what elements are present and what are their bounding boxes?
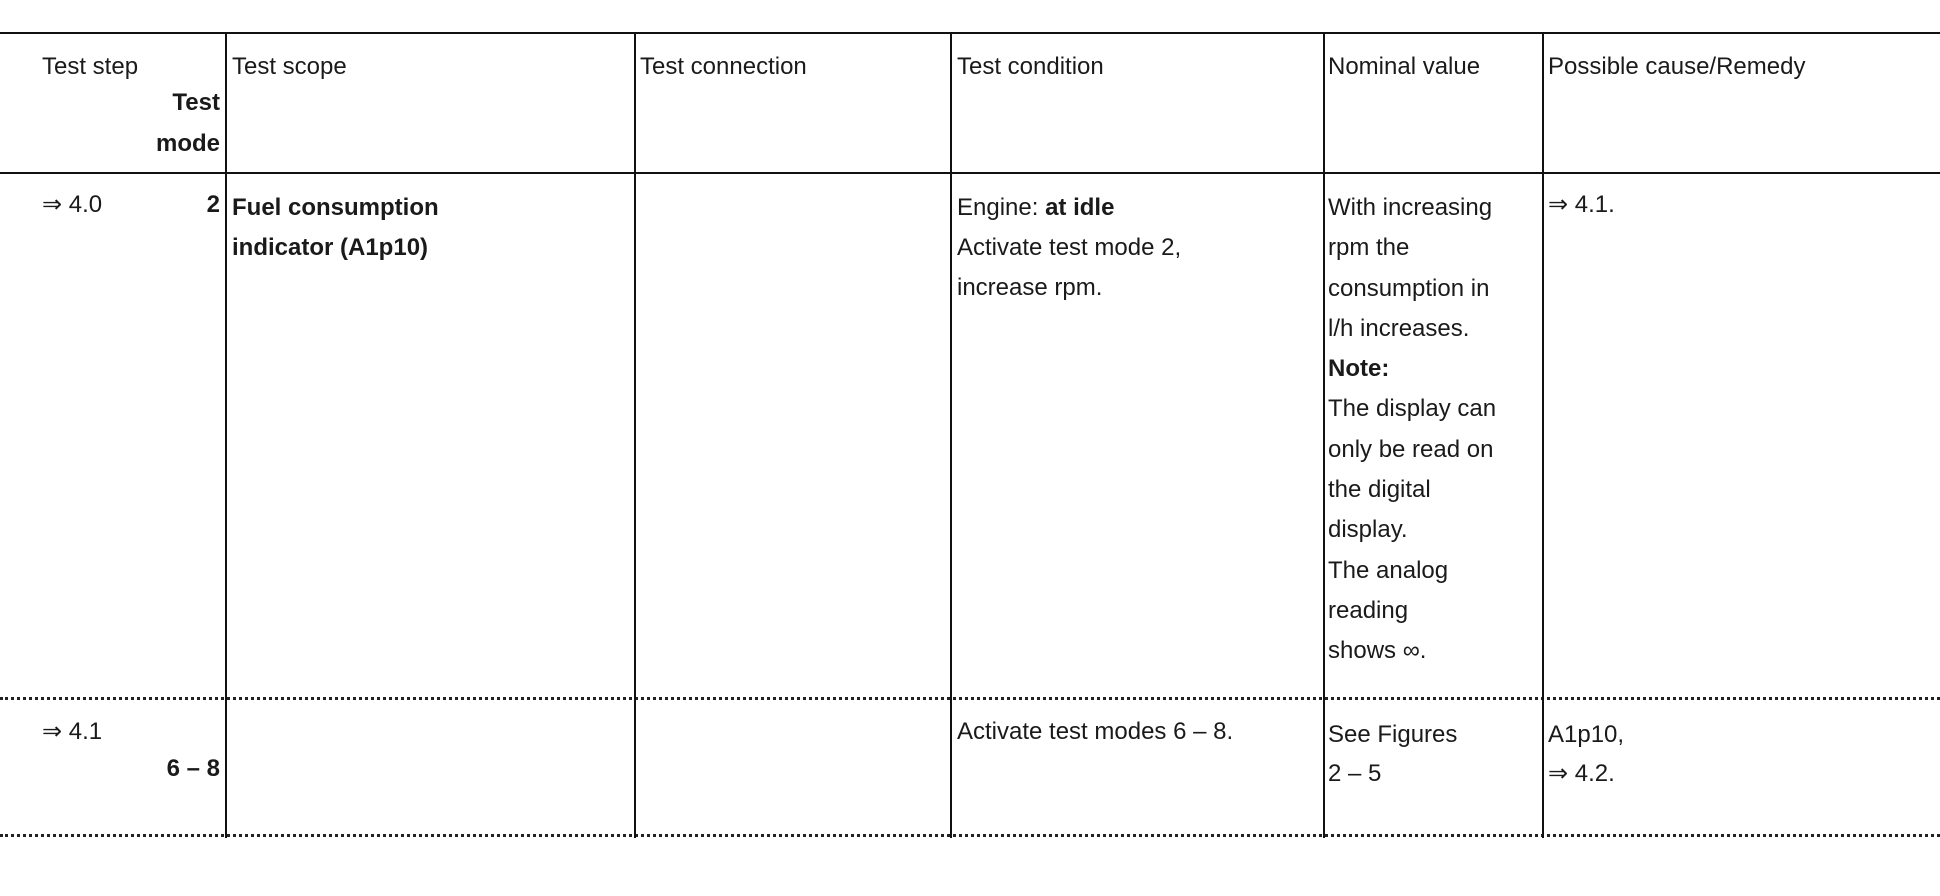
row1-test-condition [957,188,1181,308]
row2-remedy-line1: A1p10, [1548,721,1625,748]
row2-possible-cause [1548,715,1624,793]
row2-test-mode: 6 – 8 [166,755,220,782]
row1-nominal-line3: consumption in [1328,274,1490,302]
header-test-step: Test step [42,53,139,80]
row2-nominal-line1: See Figures [1328,721,1458,748]
header-bottom-rule [0,172,1940,174]
row2-nominal-line2: 2 – 5 [1328,760,1382,787]
row2-test-condition: Activate test modes 6 – 8. [957,718,1234,745]
row1-test-scope [232,188,439,268]
row1-condition-line1 [957,188,1181,228]
column-divider-scope [225,32,227,838]
row1-condition-label: Engine: [957,194,1046,221]
column-divider-condition [950,32,952,838]
row1-nominal-note: Note: [1328,355,1390,383]
header-test-connection: Test connection [640,53,807,80]
row1-nominal-line8: display. [1328,516,1408,544]
table-top-rule [0,32,1940,34]
column-divider-nominal [1323,32,1325,838]
row1-nominal-line9: The analog [1328,556,1449,584]
row1-condition-line3: increase rpm. [957,274,1103,301]
row1-nominal-line5: The display can [1328,395,1497,423]
row1-scope-line1: Fuel consumption [232,194,439,221]
row1-nominal-line10: reading [1328,596,1409,624]
row2-test-step: ⇒ 4.1 [42,718,103,745]
row1-nominal-line6: only be read on [1328,435,1494,463]
row1-nominal-line4: l/h increases. [1328,314,1470,342]
row1-nominal-line2: rpm the [1328,234,1410,262]
row1-possible-cause: ⇒ 4.1. [1548,191,1615,218]
header-test-mode-line1: Test [172,89,220,116]
header-test-scope: Test scope [232,53,347,80]
column-divider-connection [634,32,636,838]
row2-remedy-line2: ⇒ 4.2. [1548,760,1615,787]
header-test-condition: Test condition [957,53,1104,80]
row-separator-2 [0,834,1940,837]
row2-nominal-value [1328,715,1457,793]
row-separator-1 [0,697,1940,700]
row1-nominal-value [1328,188,1496,672]
header-nominal-value: Nominal value [1328,53,1481,80]
row1-nominal-line7: the digital [1328,476,1431,504]
row1-condition-line2: Activate test mode 2, [957,234,1182,261]
row1-condition-bold: at idle [1045,194,1115,221]
header-test-mode-line2: mode [155,130,220,157]
row1-scope-line2: indicator (A1p10) [232,234,429,261]
row1-test-step: ⇒ 4.0 [42,191,103,218]
row1-nominal-line11: shows ∞. [1328,637,1427,665]
header-possible-cause: Possible cause/Remedy [1548,53,1806,80]
row1-nominal-line1: With increasing [1328,194,1493,221]
column-divider-remedy [1542,32,1544,838]
row1-test-mode: 2 [206,191,220,218]
